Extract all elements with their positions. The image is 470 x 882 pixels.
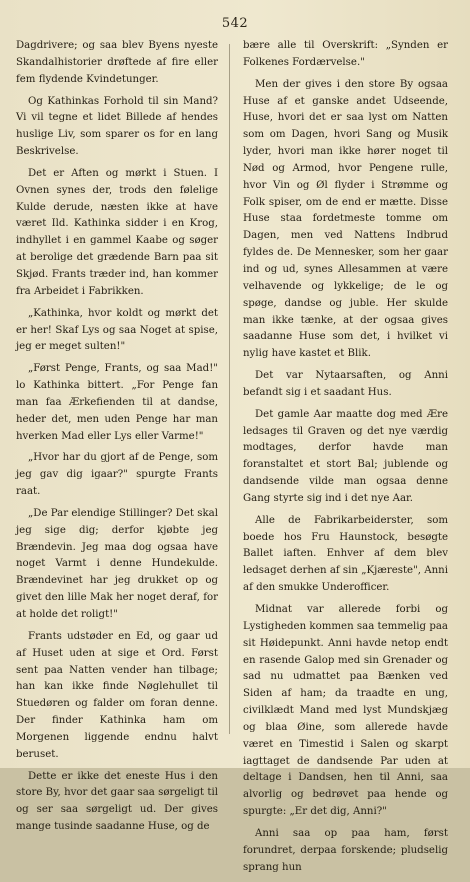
right-column (243, 38, 448, 882)
left-column (16, 38, 218, 841)
paragraph: Dette er ikke det eneste Hus i den store By, hvor det gaar saa sørgeligt til og ser saa sørgeligt ud. Der gives mange tusinde saadanne Huse, og de (16, 770, 218, 833)
paragraph: Det gamle Aar maatte dog med Ære ledsages til Graven og det nye værdig modtages, derfor havde man foranstaltet et stort Bal; jublende og dandsende vilde man ogsaa denne Gang styrte sig ind i det nye Aar. (243, 408, 448, 504)
paragraph: „Først Penge, Frants, og saa Mad!" lo Kathinka bittert. „For Penge fan man faa Ærkefienden til at dandse, heder det, men uden Penge har man hverken Mad eller Lys eller Varme!" (16, 363, 218, 442)
paragraph: „Kathinka, hvor koldt og mørkt det er her! Skaf Lys og saa Noget at spise, jeg er meget sulten!" (16, 307, 218, 353)
paragraph: „Hvor har du gjort af de Penge, som jeg gav dig igaar?" spurgte Frants raat. (16, 452, 218, 498)
paragraph: Alle de Fabrikarbeiderster, som boede hos Fru Haunstock, besøgte Ballet iaften. Enhver af dem blev ledsaget derhen af sin „Kjæreste", Anni af den smukke Underofficer. (243, 514, 448, 594)
paragraph: bære alle til Overskrift: „Synden er Folkenes Fordærvelse." (243, 40, 448, 68)
paragraph: Men der gives i den store By ogsaa Huse af et ganske andet Udseende, Huse, hvori det er saa lyst om Natten som om Dagen, hvori Sang og Musik lyder, hvori man ikke hører noget til Nød og Armod, hvor Pengene rulle, hvor Vin og Øl flyder i Strømme og Folk spiser, om de end er mætte. Disse Huse staa fordetmeste tomme om Dagen, men ved Nattens Indbrud fyldes de. De Mennesker, som her gaar ind og ud, synes Allesammen at være velhavende og lykkelige; de le og spøge, dandse og juble. Her skulde man ikke tænke, at der ogsaa gives saadanne Huse som det, i hvilket vi nylig have kastet et Blik. (243, 78, 448, 360)
paragraph: Dagdrivere; og saa blev Byens nyeste Skandalhistorier drøftede af fire eller fem flydende Kvindetunger. (16, 40, 218, 85)
paragraph: Og Kathinkas Forhold til sin Mand? Vi vil tegne et lidet Billede af hendes huslige Liv, som sparer os for en lang Beskrivelse. (16, 95, 218, 158)
paragraph: Frants udstøder en Ed, og gaar ud af Huset uden at sige et Ord. Først sent paa Natten vender han tilbage; han kan ikke finde Nøglehullet til Stuedøren og falder om foran denne. Der finder Kathinka ham om Morgenen liggende endnu halvt beruset. (16, 630, 218, 760)
column-divider (229, 44, 230, 734)
paragraph: Det er Aften og mørkt i Stuen. I Ovnen synes der, trods den følelige Kulde derude, næsten ikke at have været Ild. Kathinka sidder i en Krog, indhyllet i en gammel Kaabe og søger at berolige det grædende Barn paa sit Skjød. Frants træder ind, han kommer fra Arbeidet i Fabrikken. (16, 167, 218, 297)
paragraph: „De Par elendige Stillinger? Det skal jeg sige dig; derfor kjøbte jeg Brændevin. Jeg maa dog ogsaa have noget Varmt i denne Hundekulde. Brændevinet har jeg drukket op og givet den lille Mak her noget deraf, for at holde det roligt!" (16, 507, 218, 620)
page-number: 542 (221, 16, 249, 31)
paragraph: Midnat var allerede forbi og Lystigheden kommen saa temmelig paa sit Høidepunkt. Anni havde netop endt en rasende Galop med sin Grenader og sad nu udmattet paa Bænken ved Siden af ham; da traadte en ung, civilklædt Mand med lyst Mundskjæg og blaa Øine, som allerede havde været en Timestid i Salen og skarpt iagttaget de dandsende Par uden at deltage i Dandsen, hen til Anni, saa alvorlig og bedrøvet paa hende og spurgte: „Er det dig, Anni?" (243, 604, 448, 818)
paragraph: Det var Nytaarsaften, og Anni befandt sig i et saadant Hus. (243, 370, 448, 398)
paragraph: Anni saa op paa ham, først forundret, derpaa forskende; pludselig sprang hun (243, 827, 448, 873)
